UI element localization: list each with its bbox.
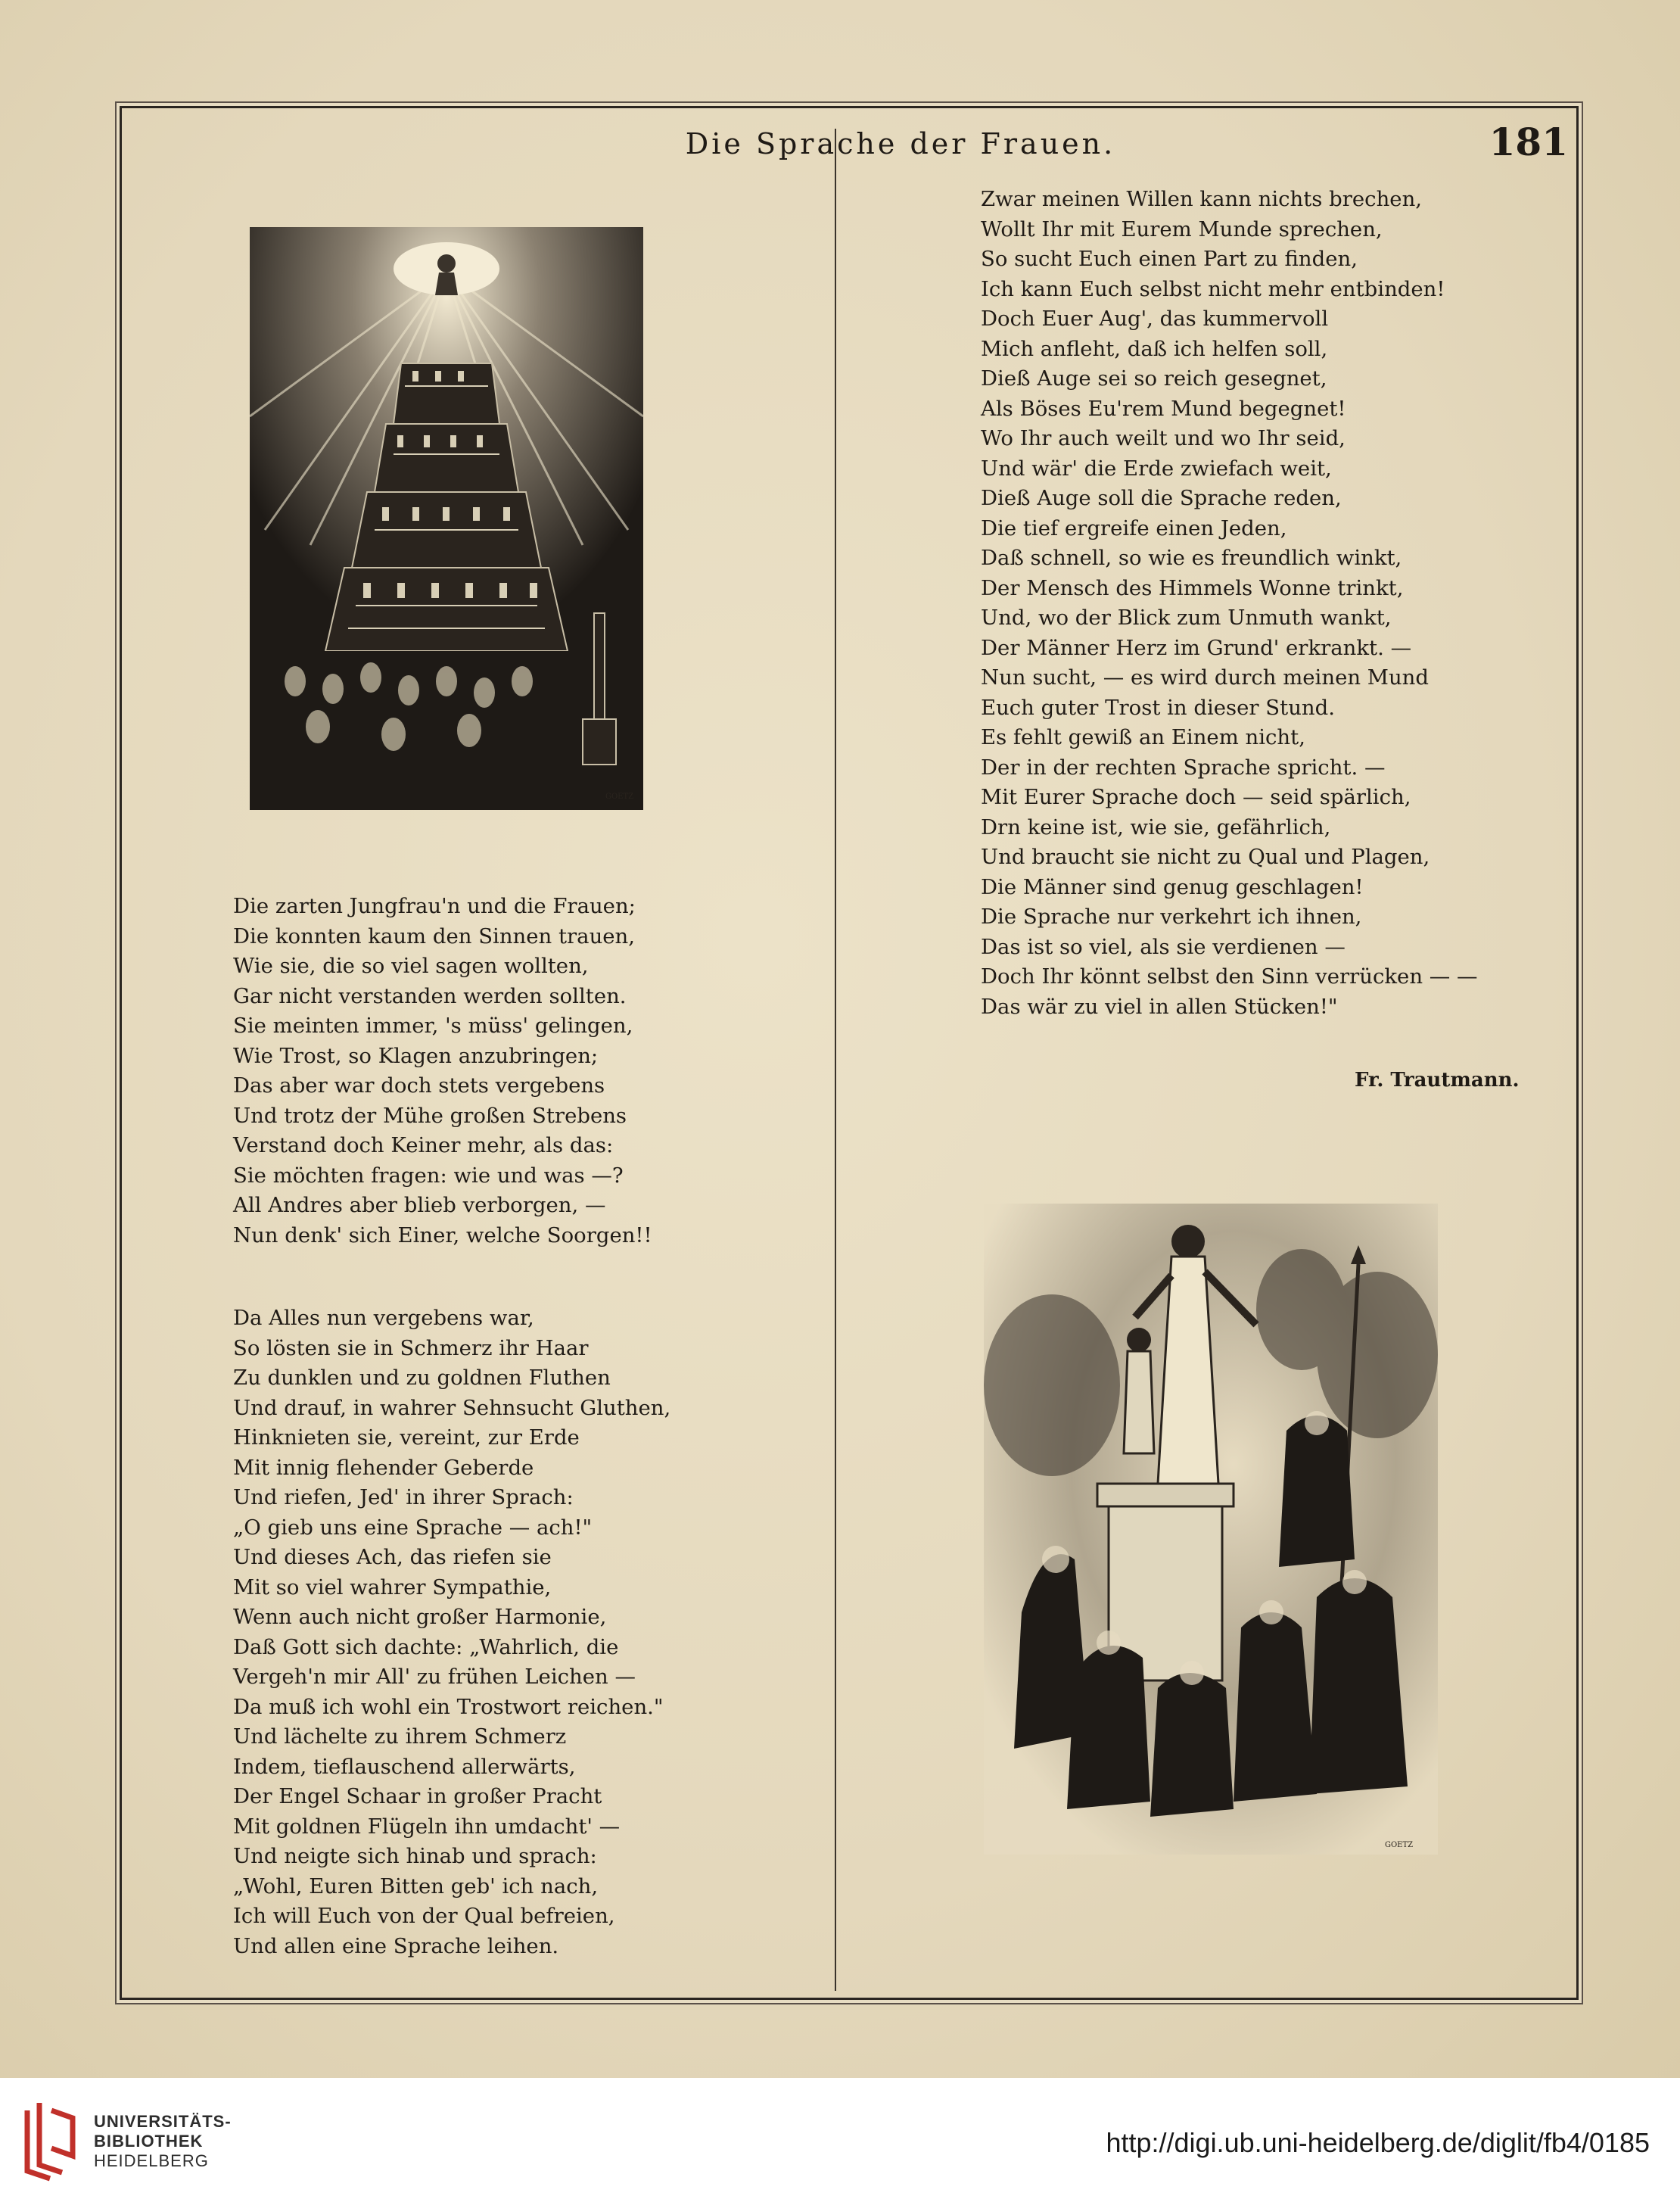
verse-line: Sie meinten immer, 's müss' gelingen,	[233, 1014, 633, 1038]
verse-line: Daß Gott sich dachte: „Wahrlich, die	[233, 1634, 619, 1659]
verse-line: Nun denk' sich Einer, welche Soorgen!!	[233, 1223, 652, 1247]
page-title: Die Sprache der Frauen.	[685, 127, 1116, 160]
verse-line: Und braucht sie nicht zu Qual und Plagen,	[981, 845, 1430, 869]
verse-line: Sie möchten fragen: wie und was —?	[233, 1163, 624, 1188]
verse-line: Indem, tieflauschend allerwärts,	[233, 1754, 576, 1779]
verse-line: Wie Trost, so Klagen anzubringen;	[233, 1043, 599, 1068]
verse-line: Mit innig flehender Geberde	[233, 1455, 534, 1480]
verse-line: Und allen eine Sprache leihen.	[233, 1933, 559, 1958]
tower-illustration-signature: GOETZ	[605, 793, 634, 801]
verse-line: „O gieb uns eine Sprache — ach!"	[233, 1515, 593, 1540]
page-number: 181	[1489, 120, 1568, 164]
verse-line: Hinknieten sie, vereint, zur Erde	[233, 1425, 580, 1450]
verse-line: Drn keine ist, wie sie, gefährlich,	[981, 815, 1331, 839]
verse-line: Der Männer Herz im Grund' erkrankt. —	[981, 635, 1412, 660]
verse-line: Da muß ich wohl ein Trostwort reichen."	[233, 1694, 664, 1719]
verse-line: Vergeh'n mir All' zu frühen Leichen —	[233, 1665, 636, 1689]
university-library-logo-icon	[17, 2095, 83, 2185]
poem-stanza	[233, 892, 652, 1251]
verse-line: Und dieses Ach, das riefen sie	[233, 1545, 552, 1569]
verse-line: Und wär' die Erde zwiefach weit,	[981, 456, 1332, 481]
verse-line: Gar nicht verstanden werden sollten.	[233, 983, 627, 1008]
verse-line: Und neigte sich hinab und sprach:	[233, 1844, 597, 1868]
verse-line: Da Alles nun vergebens war,	[233, 1306, 534, 1330]
verse-line: Doch Ihr könnt selbst den Sinn verrücken — —	[981, 964, 1478, 989]
library-name-line: HEIDELBERG	[94, 2151, 209, 2170]
column-divider	[835, 129, 836, 1991]
verse-line: Ich will Euch von der Qual befreien,	[233, 1904, 615, 1928]
verse-line: Wo Ihr auch weilt und wo Ihr seid,	[981, 426, 1346, 450]
verse-line: So sucht Euch einen Part zu finden,	[981, 247, 1358, 271]
verse-line: Die konnten kaum den Sinnen trauen,	[233, 924, 636, 948]
verse-line: Dieß Auge soll die Sprache reden,	[981, 486, 1342, 510]
verse-line: Zu dunklen und zu goldnen Fluthen	[233, 1366, 611, 1390]
library-name-line: BIBLIOTHEK	[94, 2132, 204, 2151]
verse-line: Daß schnell, so wie es freundlich winkt,	[981, 546, 1402, 570]
verse-line: Die Männer sind genug geschlagen!	[981, 874, 1364, 899]
verse-line: Mit so viel wahrer Sympathie,	[233, 1574, 552, 1599]
verse-line: Und, wo der Blick zum Unmuth wankt,	[981, 606, 1392, 630]
verse-line: Der Mensch des Himmels Wonne trinkt,	[981, 575, 1404, 600]
author-signature: Fr. Trautmann.	[1355, 1069, 1520, 1092]
statue-scene-illustration	[984, 1204, 1438, 1855]
verse-line: Doch Euer Aug', das kummervoll	[981, 307, 1329, 331]
verse-line: Wie sie, die so viel sagen wollten,	[233, 954, 589, 978]
verse-line: Das wär zu viel in allen Stücken!"	[981, 994, 1338, 1019]
verse-line: Der Engel Schaar in großer Pracht	[233, 1784, 602, 1808]
verse-line: Wollt Ihr mit Eurem Munde sprechen,	[981, 216, 1383, 241]
verse-line: Mich anfleht, daß ich helfen soll,	[981, 336, 1328, 361]
verse-line: All Andres aber blieb verborgen, —	[233, 1193, 606, 1217]
verse-line: Das aber war doch stets vergebens	[233, 1073, 605, 1098]
verse-line: Die Sprache nur verkehrt ich ihnen,	[981, 905, 1362, 929]
verse-line: Und trotz der Mühe großen Strebens	[233, 1103, 627, 1128]
verse-line: Als Böses Eu'rem Mund begegnet!	[981, 396, 1346, 421]
verse-line: Und drauf, in wahrer Sehnsucht Gluthen,	[233, 1395, 671, 1420]
verse-line: Ich kann Euch selbst nicht mehr entbinden!	[981, 276, 1445, 301]
verse-line: Mit goldnen Flügeln ihn umdacht' —	[233, 1814, 621, 1839]
verse-line: Und lächelte zu ihrem Schmerz	[233, 1724, 567, 1749]
verse-line: Wenn auch nicht großer Harmonie,	[233, 1605, 607, 1629]
verse-line: Zwar meinen Willen kann nichts brechen,	[981, 187, 1423, 211]
verse-line: Euch guter Trost in dieser Stund.	[981, 695, 1335, 720]
poem-stanza	[233, 1304, 670, 1961]
verse-line: Mit Eurer Sprache doch — seid spärlich,	[981, 785, 1411, 809]
verse-line: Der in der rechten Sprache spricht. —	[981, 755, 1386, 780]
verse-line: So lösten sie in Schmerz ihr Haar	[233, 1335, 589, 1360]
verse-line: „Wohl, Euren Bitten geb' ich nach,	[233, 1874, 599, 1898]
verse-line: Verstand doch Keiner mehr, als das:	[233, 1133, 614, 1157]
tower-of-babel-illustration	[250, 227, 643, 810]
source-url-link[interactable]: http://digi.ub.uni-heidelberg.de/diglit/fb4/0185	[1106, 2127, 1650, 2158]
verse-line: Es fehlt gewiß an Einem nicht,	[981, 725, 1305, 749]
statue-illustration-signature: GOETZ	[1385, 1841, 1414, 1849]
library-name	[94, 2112, 232, 2171]
library-name-line: UNIVERSITÄTS-	[94, 2112, 232, 2131]
verse-line: Das ist so viel, als sie verdienen —	[981, 934, 1346, 959]
verse-line: Dieß Auge sei so reich gesegnet,	[981, 366, 1327, 391]
poem-right-column	[981, 185, 1478, 1022]
verse-line: Nun sucht, — es wird durch meinen Mund	[981, 665, 1429, 690]
verse-line: Die zarten Jungfrau'n und die Frauen;	[233, 894, 636, 918]
verse-line: Und riefen, Jed' in ihrer Sprach:	[233, 1485, 574, 1509]
verse-line: Die tief ergreife einen Jeden,	[981, 515, 1287, 540]
